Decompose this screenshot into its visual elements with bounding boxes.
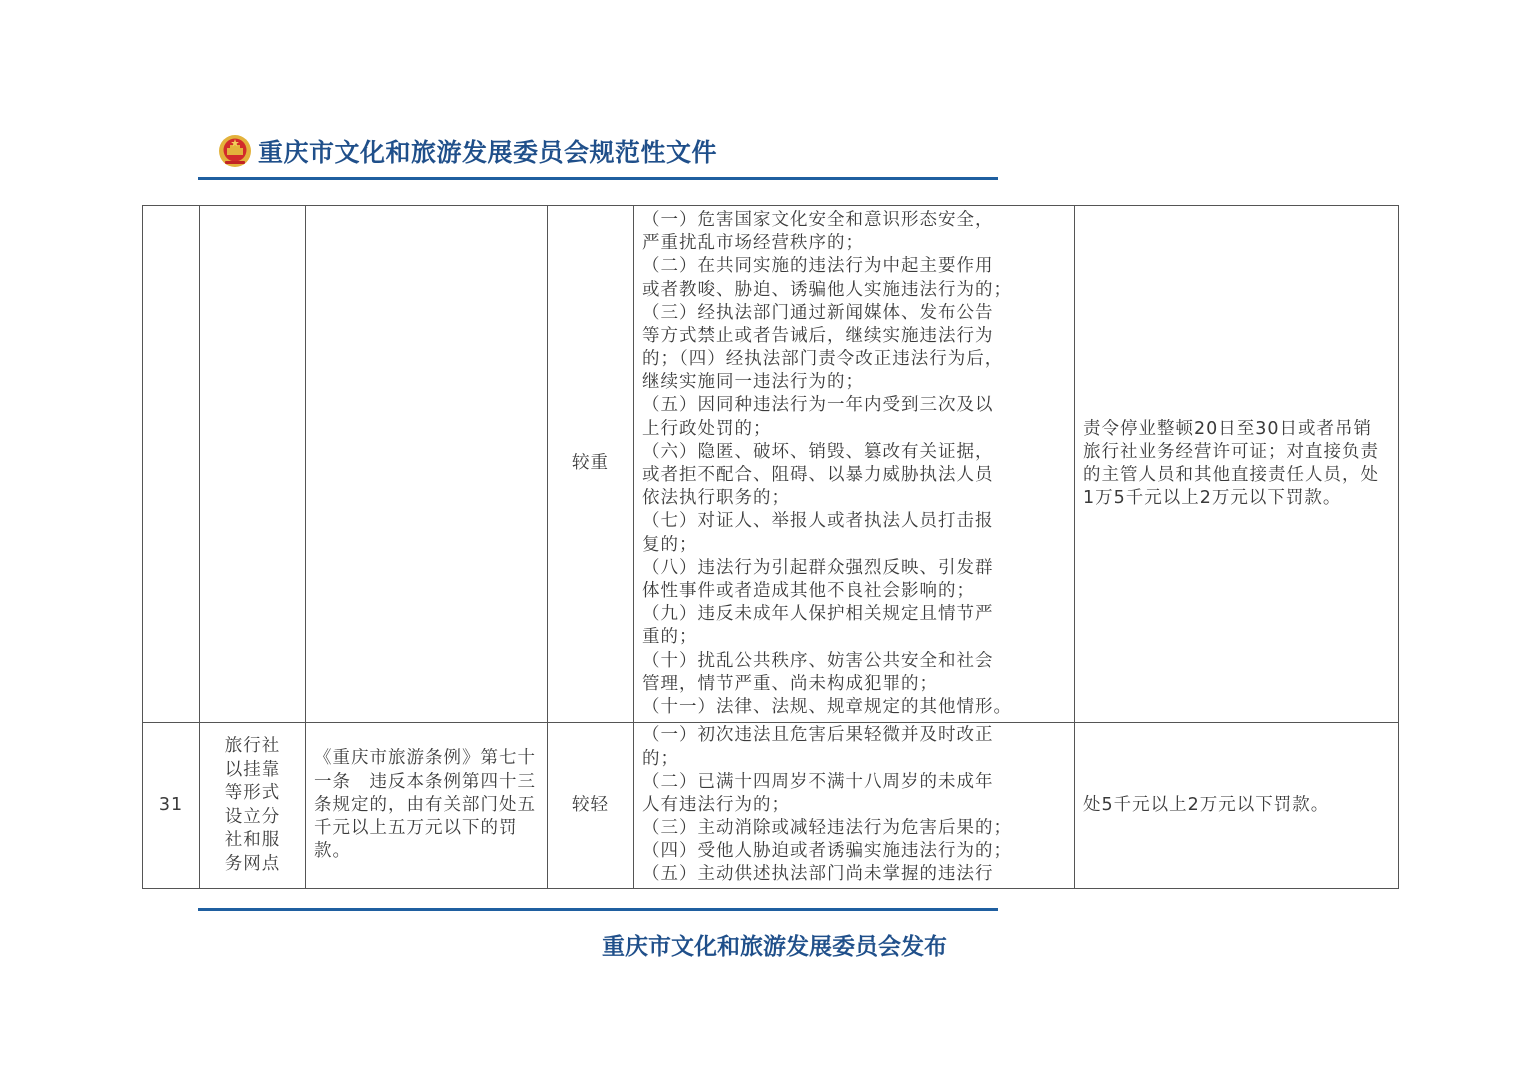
criteria-line: （三）主动消除或减轻违法行为危害后果的； [642, 818, 1012, 839]
criteria-line: 等方式禁止或者告诫后，继续实施违法行为 [642, 325, 994, 346]
criteria-line: （三）经执法部门通过新闻媒体、发布公告 [642, 302, 994, 323]
criteria-line: 的； [642, 748, 679, 769]
criteria-line: 继续实施同一违法行为的； [642, 372, 864, 393]
violation-name-line: 设立分 [224, 806, 281, 827]
severity-level: 较轻 [548, 723, 634, 889]
criteria-line: 或者拒不配合、阻碍、以暴力威胁执法人员 [642, 465, 994, 485]
criteria-line: （七）对证人、举报人或者执法人员打击报 [642, 511, 994, 532]
publisher-name: 重庆市文化和旅游发展委员会发布 [602, 933, 947, 960]
violation-name-line: 务网点 [224, 853, 281, 874]
criteria-line: 或者教唆、胁迫、诱骗他人实施违法行为的； [642, 279, 1012, 300]
criteria-line: （四）受他人胁迫或者诱骗实施违法行为的； [642, 841, 1012, 862]
criteria-line: （八）违法行为引起群众强烈反映、引发群 [642, 557, 994, 578]
document-header [198, 128, 998, 180]
criteria-line: 重的； [642, 627, 698, 648]
criteria-line: 体性事件或者造成其他不良社会影响的； [642, 580, 975, 601]
criteria-cell [634, 206, 1075, 723]
penalty-cell: 处5千元以上2万元以下罚款。 [1075, 723, 1399, 889]
violation-name-line: 社和服 [224, 830, 281, 850]
violation-name [200, 206, 306, 723]
criteria-line: 上行政处罚的； [642, 418, 772, 439]
criteria-line: （五）因同种违法行为一年内受到三次及以 [642, 395, 994, 416]
violation-name [200, 723, 306, 889]
criteria-line: 管理，情节严重、尚未构成犯罪的； [642, 673, 938, 694]
criteria-line: 严重扰乱市场经营秩序的； [642, 233, 864, 254]
violation-name-line: 旅行社 [224, 736, 281, 756]
criteria-line: 的；（四）经执法部门责令改正违法行为后， [642, 349, 1004, 370]
criteria-line: （一）危害国家文化安全和意识形态安全， [642, 209, 994, 230]
criteria-line: （十）扰乱公共秩序、妨害公共安全和社会 [642, 650, 994, 671]
table-row [143, 723, 1399, 889]
table-row [143, 206, 1399, 723]
row-number: 31 [143, 723, 200, 889]
penalty-cell: 责令停业整顿20日至30日或者吊销旅行社业务经营许可证；对直接负责的主管人员和其他直接责任人员，处1万5千元以上2万元以下罚款。 [1075, 206, 1399, 723]
criteria-line: （二）已满十四周岁不满十八周岁的未成年 [642, 771, 994, 792]
violation-name-line: 等形式 [224, 783, 281, 803]
criteria-line: （一）初次违法且危害后果轻微并及时改正 [642, 725, 994, 746]
footer-divider [198, 908, 998, 911]
criteria-line: 复的； [642, 534, 698, 555]
legal-basis: 《重庆市旅游条例》第七十一条 违反本条例第四十三条规定的，由有关部门处五千元以上五万元以下的罚款。 [306, 723, 548, 889]
criteria-line: （五）主动供述执法部门尚未掌握的违法行 [642, 864, 994, 885]
criteria-line: （二）在共同实施的违法行为中起主要作用 [642, 256, 994, 277]
criteria-line: （十一）法律、法规、规章规定的其他情形。 [642, 696, 1012, 717]
document-title: 重庆市文化和旅游发展委员会规范性文件 [258, 138, 718, 167]
national-emblem-icon [218, 134, 252, 168]
severity-level: 较重 [548, 206, 634, 723]
criteria-cell [634, 723, 1075, 889]
criteria-line: （九）违反未成年人保护相关规定且情节严 [642, 604, 994, 625]
criteria-line: 依法执行职务的； [642, 488, 790, 509]
legal-basis [306, 206, 548, 723]
penalty-standard-table [142, 205, 1399, 889]
row-number [143, 206, 200, 723]
criteria-line: 人有违法行为的； [642, 794, 790, 815]
violation-name-line: 以挂靠 [224, 759, 281, 780]
criteria-line: （六）隐匿、破坏、销毁、篡改有关证据， [642, 441, 994, 462]
